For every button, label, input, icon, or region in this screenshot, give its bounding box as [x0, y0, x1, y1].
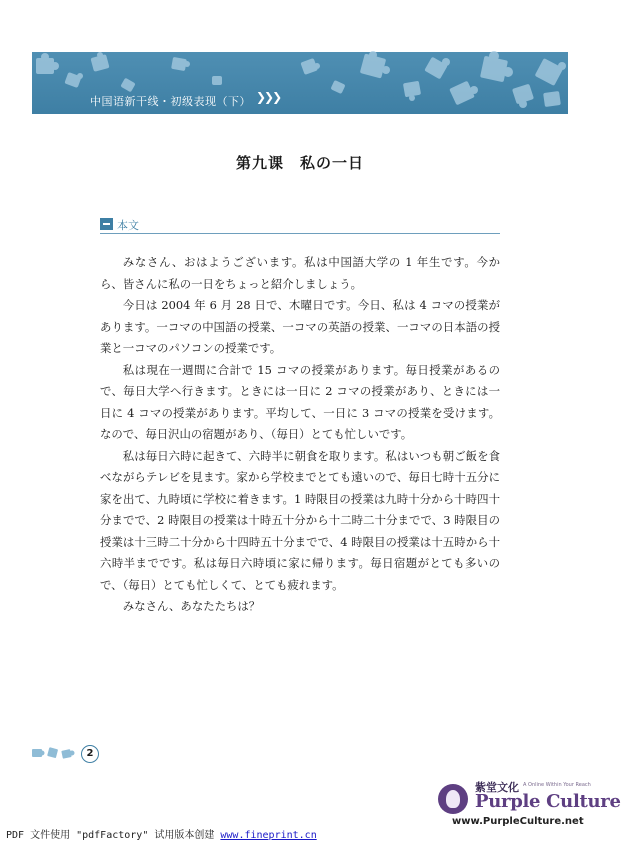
- pdf-notice: [6, 826, 317, 841]
- fineprint-link[interactable]: www.fineprint.cn: [220, 830, 317, 841]
- section-header: [100, 217, 500, 234]
- body-text: [100, 252, 500, 618]
- footer-puzzle-icon: [32, 745, 82, 761]
- pdf-notice-text: PDF 文件使用 "pdfFactory" 试用版本创建: [6, 830, 221, 841]
- lesson-title: 第九课 私の一日: [235, 154, 364, 172]
- logo-tagline: A Online Within Your Reach: [523, 782, 591, 788]
- section-number-icon: [100, 218, 113, 230]
- book-title: 中国语新干线・初级表现（下）: [90, 95, 251, 108]
- section-label: 本文: [117, 219, 139, 232]
- paragraph: 私は現在一週間に合計で 15 コマの授業があります。毎日授業があるので、毎日大学へ行きます。ときには一日に 2 コマの授業があり、ときには一日に 4 コマの授業があります。平均して、一日に 3 コマの授業を受けます。なので、毎日沢山の宿題があり、（毎日）とても忙しいです。: [100, 362, 500, 441]
- logo-url: www.PurpleCulture.net: [452, 816, 584, 827]
- paragraph: 私は毎日六時に起きて、六時半に朝食を取ります。私はいつも朝ご飯を食べながらテレビを見ます。家から学校までとても遠いので、毎日七時十五分に家を出て、九時頃に学校に着きます。1 時限目の授業は九時十分から十時四十分までで、2 時限目の授業は十時五十分から十二時二十分までで、3 時限目の授業は十三時二十分から十四時五十分までで、4 時限目の授業は十五時から十六時半までです。私は毎日六時頃に家に帰ります。毎日宿題がとても多いので、（毎日）とても忙しくて、とても疲れます。: [100, 448, 500, 592]
- logo-name: Purple Culture: [475, 791, 621, 812]
- logo-chinese-name: 紫堂文化: [475, 781, 519, 794]
- chevron-right-icon: ❯❯❯: [256, 90, 281, 104]
- paragraph: みなさん、おはようございます。私は中国語大学の 1 年生です。今から、皆さんに私の一日をちょっと紹介しましょう。: [100, 255, 500, 291]
- paragraph: 今日は 2004 年 6 月 28 日で、木曜日です。今日、私は 4 コマの授業があります。一コマの中国語の授業、一コマの英語の授業、一コマの日本語の授業と一コマのパソコンの授業です。: [100, 298, 500, 355]
- header-banner: [32, 52, 568, 114]
- page-number: 2: [81, 745, 99, 763]
- purple-culture-logo-icon: [438, 784, 468, 814]
- paragraph: みなさん、あなたたちは？: [122, 599, 261, 613]
